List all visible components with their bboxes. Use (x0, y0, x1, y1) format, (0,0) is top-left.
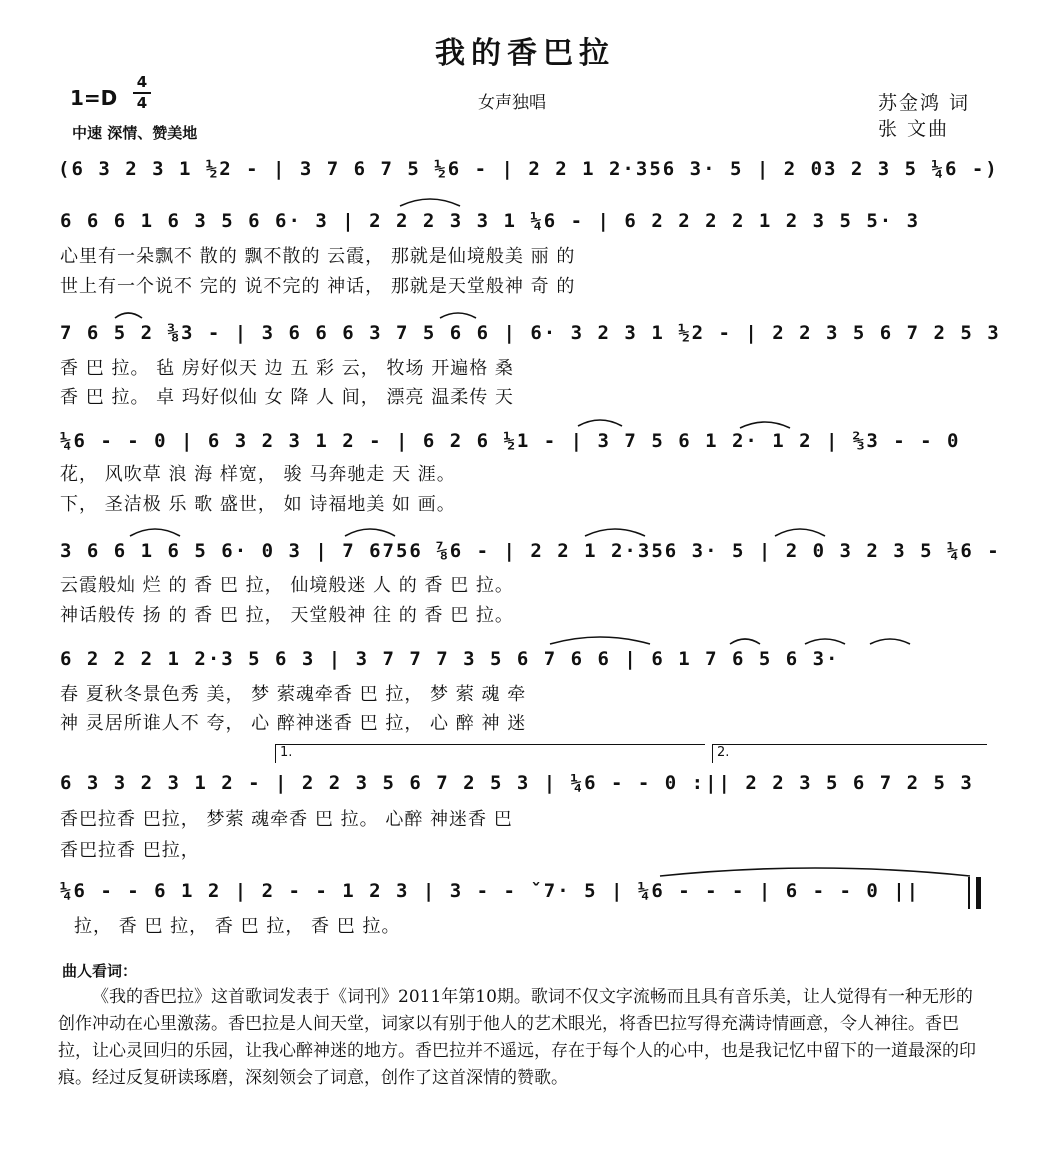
slur-arc (870, 639, 910, 644)
lyric-line-4-verse-1: 花， 风吹草 浪 海 样宽， 骏 马奔驰走 天 涯。 (60, 464, 456, 485)
staff-line-6: 6 2 2 2 1 2·3 5 6 3 | 3 7 7 7 3 5 6 7 6 6 | 6 1 7 6 5 6 3· (60, 648, 840, 670)
staff-line-2: 6 6 6 1 6 3 5 6 6· 3 | 2 2 2 3 3 1 ¼6 - | 6 2 2 2 2 1 2 3 5 5· 3 (60, 210, 921, 232)
staff-line-3: 7 6 5 2 ⅜3 - | 3 6 6 6 3 7 5 6 6 | 6· 3 2 3 1 ½2 - | 2 2 3 5 6 7 2 5 3 (60, 322, 1001, 344)
composer-credit: 张 文曲 (878, 118, 950, 140)
slur-arc (440, 313, 476, 318)
lyric-line-7-verse-2: 香巴拉香 巴拉， (60, 840, 200, 861)
tempo-marking: 中速 深情、赞美地 (72, 124, 198, 142)
slur-arc (775, 529, 825, 536)
lyric-line-7-verse-1: 香巴拉香 巴拉， 梦萦 魂牵香 巴 拉。 心醉 神迷香 巴 (60, 809, 513, 830)
staff-line-1: (6 3 2 3 1 ½2 - | 3 7 6 7 5 ½6 - | 2 2 1 2·356 3· 5 | 2 03 2 3 5 ¼6 -) (58, 158, 999, 180)
slur-arc (740, 422, 790, 428)
commentary-heading: 曲人看词： (62, 962, 138, 980)
page-title: 我的香巴拉 (435, 36, 615, 71)
slur-arc (578, 420, 622, 426)
lyric-line-6-verse-1: 春 夏秋冬景色秀 美， 梦 萦魂牵香 巴 拉， 梦 萦 魂 牵 (60, 684, 527, 705)
slur-arc (115, 313, 142, 318)
lyric-line-3-verse-2: 香 巴 拉。 卓 玛好似仙 女 降 人 间， 漂亮 温柔传 天 (60, 387, 514, 408)
slur-arc (805, 639, 845, 644)
commentary-text: 《我的香巴拉》这首歌词发表于《词刊》2011年第10期。歌词不仅文字流畅而且具有音乐美，让人觉得有一种无形的创作冲动在心里激荡。香巴拉是人间天堂，词家以有别于他人的艺术眼光，将香巴拉写得充满诗情画意，令人神往。香巴拉，让心灵回归的乐园，让我心醉神迷的地方。香巴拉并不遥远，存在于每个人的心中，也是我记忆中留下的一道最深的印痕。经过反复研读琢磨，深刻领会了词意，创作了这首深情的赞歌。 (58, 987, 976, 1088)
slur-arc (550, 637, 650, 644)
time-denominator: 4 (136, 94, 148, 112)
lyric-line-5-verse-1: 云霞般灿 烂 的 香 巴 拉， 仙境般迷 人 的 香 巴 拉。 (60, 575, 514, 596)
staff-line-8: ¼6 - - 6 1 2 | 2 - - 1 2 3 | 3 - - ˇ7· 5 | ¼6 - - - | 6 - - 0 || (60, 880, 921, 902)
volta-second-ending: 2. (712, 744, 987, 763)
lyric-line-4-verse-2: 下， 圣洁极 乐 歌 盛世， 如 诗福地美 如 画。 (60, 494, 456, 515)
slur-arc (730, 639, 760, 644)
slur-arc (585, 529, 645, 536)
staff-line-7: 6 3 3 2 3 1 2 - | 2 2 3 5 6 7 2 5 3 | ¼6 - - 0 :|| 2 2 3 5 6 7 2 5 3 (60, 772, 974, 794)
time-numerator: 4 (136, 73, 148, 91)
lyric-line-8-verse-1: 拉， 香 巴 拉， 香 巴 拉， 香 巴 拉。 (74, 916, 401, 937)
slur-arc (400, 199, 460, 206)
lyric-line-6-verse-2: 神 灵居所谁人不 夸， 心 醉神迷香 巴 拉， 心 醉 神 迷 (60, 713, 527, 734)
lyric-line-2-verse-1: 心里有一朵飘不 散的 飘不散的 云霞， 那就是仙境般美 丽 的 (60, 246, 576, 267)
lyricist-credit: 苏金鸿 词 (878, 92, 971, 114)
slur-arc (130, 529, 180, 536)
lyric-line-2-verse-2: 世上有一个说不 完的 说不完的 神话， 那就是天堂般神 奇 的 (60, 276, 576, 297)
slur-arc (345, 529, 395, 536)
performance-type: 女声独唱 (478, 93, 546, 113)
lyric-line-5-verse-2: 神话般传 扬 的 香 巴 拉， 天堂般神 往 的 香 巴 拉。 (60, 605, 514, 626)
staff-line-4: ¼6 - - 0 | 6 3 2 3 1 2 - | 6 2 6 ½1 - | 3 7 5 6 1 2· 1 2 | ⅔3 - - 0 (60, 430, 961, 452)
lyric-line-3-verse-1: 香 巴 拉。 毡 房好似天 边 五 彩 云， 牧场 开遍格 桑 (60, 358, 514, 379)
key-signature: 1=D (70, 86, 118, 110)
volta-first-ending: 1. (275, 744, 705, 763)
staff-line-5: 3 6 6 1 6 5 6· 0 3 | 7 6756 ⅞6 - | 2 2 1 2·356 3· 5 | 2 0 3 2 3 5 ¼6 - (60, 540, 1001, 562)
tie-arc (660, 868, 970, 876)
